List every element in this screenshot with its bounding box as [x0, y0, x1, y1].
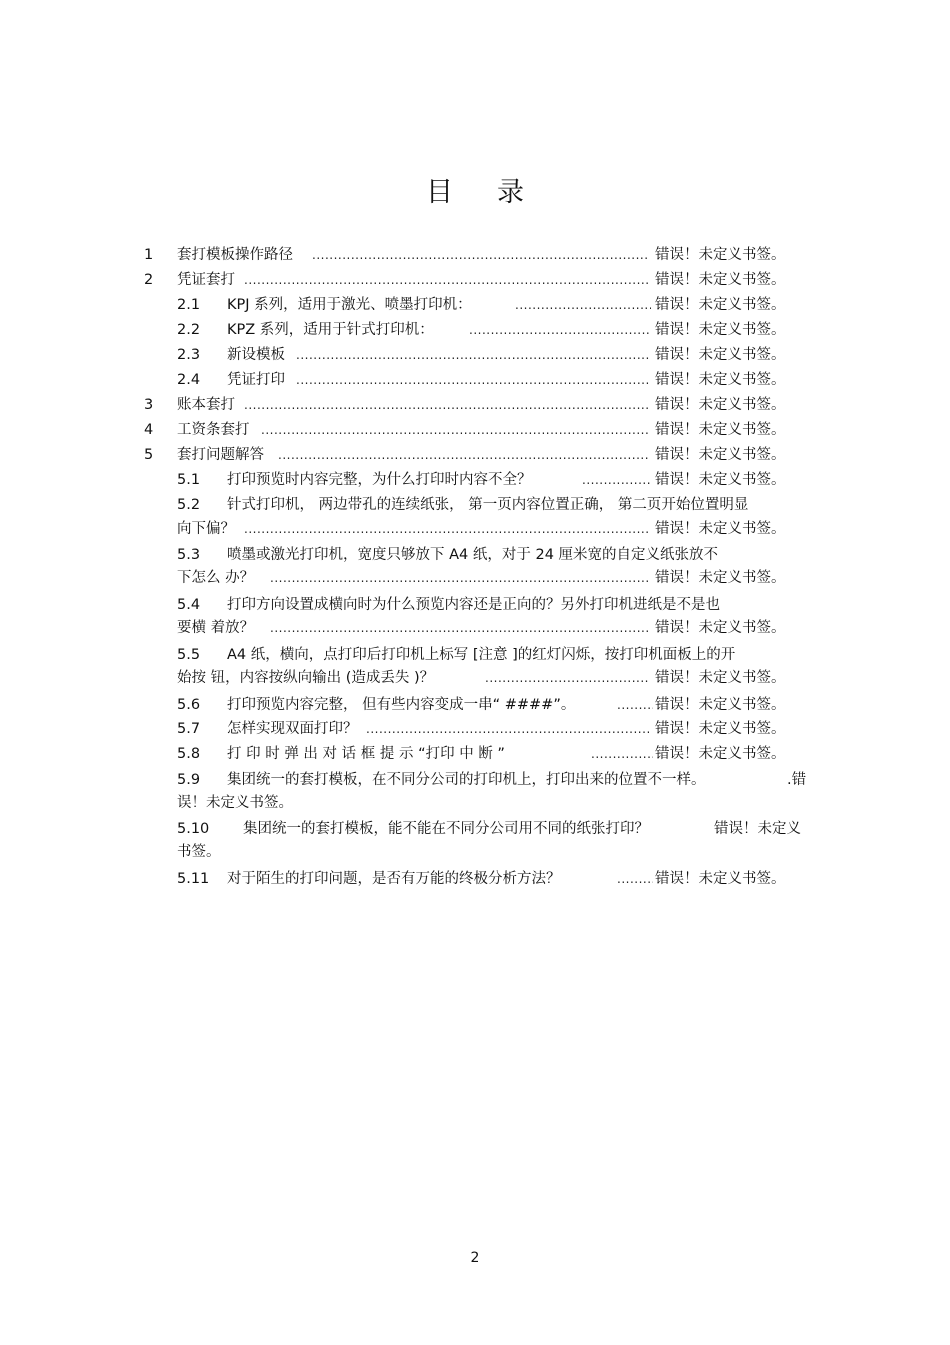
- entry-title: 工资条套打: [177, 422, 250, 438]
- toc-entry-5-1[interactable]: [0, 468, 950, 492]
- entry-number: 5.6: [177, 697, 201, 713]
- dot-leader: [270, 616, 649, 640]
- entry-page-ref: 错误！未定义书签。: [655, 721, 786, 737]
- entry-page-ref: 错误！未定义书签。: [655, 397, 786, 413]
- entry-number: 1: [144, 247, 154, 263]
- toc-entry-3[interactable]: [0, 393, 950, 417]
- entry-title: 凭证打印: [227, 372, 285, 388]
- entry-page-ref-part1: 错误！未定义: [714, 821, 801, 837]
- entry-title: 凭证套打: [177, 272, 235, 288]
- title-char-2: 录: [497, 177, 524, 208]
- toc-entry-5-4[interactable]: [0, 593, 950, 617]
- toc-entry-5-4-cont[interactable]: [0, 616, 950, 640]
- entry-page-ref-part2: 书签。: [177, 844, 221, 860]
- entry-number: 5.9: [177, 772, 201, 788]
- dot-leader: [296, 343, 649, 367]
- toc-entry-2-4[interactable]: [0, 368, 950, 392]
- entry-number: 2.3: [177, 347, 201, 363]
- entry-title: 怎样实现双面打印？: [227, 721, 358, 737]
- entry-number: 5.7: [177, 721, 201, 737]
- toc-entry-5-3-cont[interactable]: [0, 566, 950, 590]
- toc-entry-2-1[interactable]: [0, 293, 950, 317]
- toc-entry-2[interactable]: [0, 268, 950, 292]
- toc-entry-5-2-cont[interactable]: [0, 517, 950, 541]
- dot-leader: [261, 418, 649, 442]
- entry-title-line1: 集团统一的套打模板，在不同分公司的打印机上，打印出来的位置不一样。: [227, 772, 706, 788]
- toc-entry-4[interactable]: [0, 418, 950, 442]
- entry-page-ref: 错误！未定义书签。: [655, 422, 786, 438]
- entry-page-ref: 错误！未定义书签。: [655, 570, 786, 586]
- toc-entry-5[interactable]: [0, 443, 950, 467]
- toc-entry-5-2[interactable]: [0, 493, 950, 517]
- toc-entry-5-5-cont[interactable]: [0, 666, 950, 690]
- entry-number: 3: [144, 397, 154, 413]
- entry-title: 套打问题解答: [177, 447, 264, 463]
- entry-title: KPZ 系列，适用于针式打印机：: [227, 322, 434, 338]
- toc-entry-2-3[interactable]: [0, 343, 950, 367]
- entry-page-ref-part2: 误！未定义书签。: [177, 795, 293, 811]
- entry-number: 5.3: [177, 547, 201, 563]
- dot-leader: [244, 393, 649, 417]
- entry-title-line2: 向下偏？: [177, 521, 235, 537]
- entry-page-ref: 错误！未定义书签。: [655, 620, 786, 636]
- entry-page-ref: 错误！未定义书签。: [655, 272, 786, 288]
- toc-entry-2-2[interactable]: [0, 318, 950, 342]
- dot-leader: [617, 693, 653, 717]
- title-char-1: 目: [426, 177, 453, 208]
- dot-leader: [312, 243, 649, 267]
- entry-title-line1: 打印方向设置成横向时为什么预览内容还是正向的？另外打印机进纸是不是也: [227, 597, 720, 613]
- entry-title-line2: 下怎么 办？: [177, 570, 255, 586]
- entry-page-ref: 错误！未定义书签。: [655, 871, 786, 887]
- toc-entry-5-8[interactable]: [0, 742, 950, 766]
- entry-title-line1: 喷墨或激光打印机，宽度只够放下 A4 纸，对于 24 厘米宽的自定义纸张放不: [227, 547, 719, 563]
- dot-leader: [591, 742, 653, 766]
- entry-page-ref: 错误！未定义书签。: [655, 247, 786, 263]
- entry-number: 5.10: [177, 821, 210, 837]
- entry-number: 5.8: [177, 746, 201, 762]
- entry-title: 打印预览内容完整， 但有些内容变成一串“ ####”。: [227, 697, 576, 713]
- entry-number: 5.2: [177, 497, 201, 513]
- entry-title: 账本套打: [177, 397, 235, 413]
- dot-leader: [582, 468, 651, 492]
- toc-entry-5-5[interactable]: [0, 643, 950, 667]
- entry-title: 对于陌生的打印问题，是否有万能的终极分析方法？: [227, 871, 561, 887]
- toc-entry-5-10-cont[interactable]: [0, 840, 950, 864]
- entry-title-line2: 始按 钮，内容按纵向输出 (造成丢失 )？: [177, 670, 435, 686]
- entry-title-line1: 针式打印机， 两边带孔的连续纸张， 第一页内容位置正确， 第二页开始位置明显: [227, 497, 749, 513]
- toc-entry-5-9-cont[interactable]: [0, 791, 950, 815]
- dot-leader: [244, 517, 649, 541]
- dot-leader: [270, 566, 649, 590]
- entry-title: KPJ 系列，适用于激光、喷墨打印机：: [227, 297, 472, 313]
- entry-page-ref-part1: .错: [787, 772, 807, 788]
- toc-entry-5-9[interactable]: [0, 768, 950, 792]
- entry-number: 2.1: [177, 297, 201, 313]
- dot-leader: [515, 293, 651, 317]
- entry-page-ref: 错误！未定义书签。: [655, 697, 786, 713]
- entry-number: 5.11: [177, 871, 210, 887]
- entry-title-line1: A4 纸，横向，点打印后打印机上标写 [注意 ]的红灯闪烁，按打印机面板上的开: [227, 647, 736, 663]
- dot-leader: [366, 717, 649, 741]
- entry-number: 5: [144, 447, 154, 463]
- dot-leader: [485, 666, 649, 690]
- toc-entry-1[interactable]: [0, 243, 950, 267]
- dot-leader: [296, 368, 649, 392]
- entry-title-line1: 集团统一的套打模板，能不能在不同分公司用不同的纸张打印？: [243, 821, 649, 837]
- entry-number: 2: [144, 272, 154, 288]
- toc-entry-5-6[interactable]: [0, 693, 950, 717]
- entry-title: 打印预览时内容完整，为什么打印时内容不全？: [227, 472, 532, 488]
- toc-entry-5-11[interactable]: [0, 867, 950, 891]
- entry-number: 2.2: [177, 322, 201, 338]
- entry-title-line2: 要横 着放？: [177, 620, 255, 636]
- entry-number: 4: [144, 422, 154, 438]
- entry-page-ref: 错误！未定义书签。: [655, 372, 786, 388]
- entry-page-ref: 错误！未定义书签。: [655, 521, 786, 537]
- dot-leader: [278, 443, 649, 467]
- entry-number: 5.5: [177, 647, 201, 663]
- entry-title: 新设模板: [227, 347, 285, 363]
- entry-title: 打 印 时 弹 出 对 话 框 提 示 “打印 中 断 ”: [227, 746, 505, 762]
- entry-page-ref: 错误！未定义书签。: [655, 322, 786, 338]
- entry-page-ref: 错误！未定义书签。: [655, 746, 786, 762]
- entry-number: 5.1: [177, 472, 201, 488]
- entry-page-ref: 错误！未定义书签。: [655, 670, 786, 686]
- entry-number: 2.4: [177, 372, 201, 388]
- dot-leader: [244, 268, 649, 292]
- entry-page-ref: 错误！未定义书签。: [655, 447, 786, 463]
- entry-page-ref: 错误！未定义书签。: [655, 347, 786, 363]
- page-number: 2: [470, 1250, 480, 1266]
- dot-leader: [617, 867, 653, 891]
- toc-entry-5-7[interactable]: [0, 717, 950, 741]
- toc-entry-5-3[interactable]: [0, 543, 950, 567]
- entry-number: 5.4: [177, 597, 201, 613]
- toc-entry-5-10[interactable]: [0, 817, 950, 841]
- entry-page-ref: 错误！未定义书签。: [655, 472, 786, 488]
- entry-page-ref: 错误！未定义书签。: [655, 297, 786, 313]
- dot-leader: [469, 318, 651, 342]
- entry-title: 套打模板操作路径: [177, 247, 293, 263]
